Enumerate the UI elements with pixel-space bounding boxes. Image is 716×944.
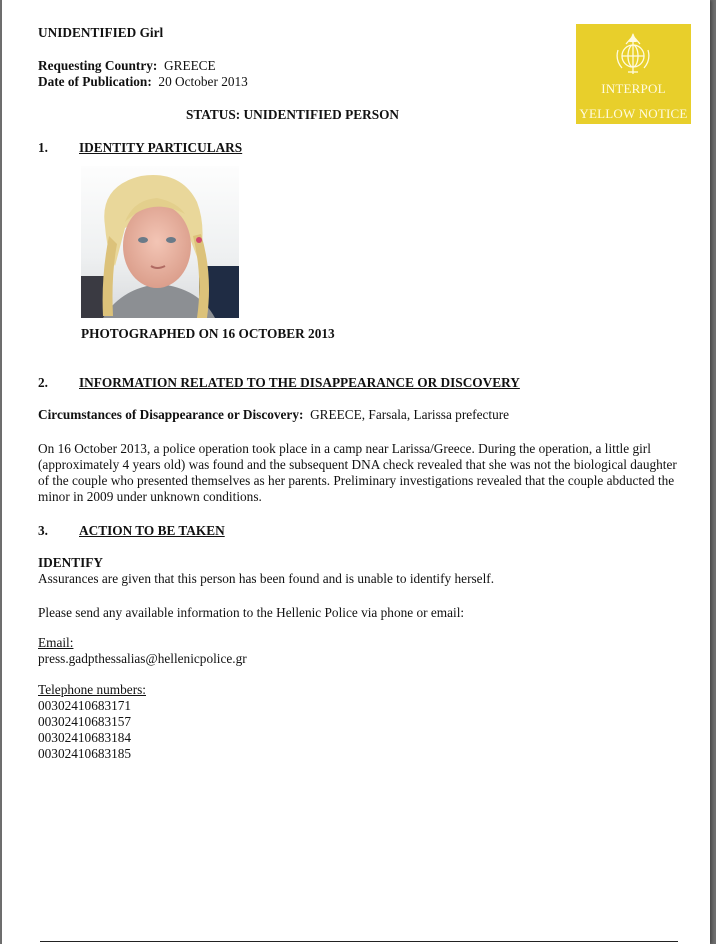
section3-number: 3. <box>38 523 48 538</box>
publication-date <box>38 74 248 90</box>
subject-photo <box>81 166 239 318</box>
telephone-number: 00302410683171 <box>38 698 132 713</box>
badge-line-yellow-notice: YELLOW NOTICE <box>579 106 688 121</box>
requesting-country-value: GREECE <box>163 58 216 73</box>
requesting-country <box>38 58 216 74</box>
publication-date-label: Date of Publication: <box>38 74 152 89</box>
telephone-label: Telephone numbers: <box>38 682 146 697</box>
telephone-number: 00302410683157 <box>38 714 132 729</box>
telephone-number: 00302410683184 <box>38 730 132 745</box>
request-text: Please send any available information to the Hellenic Police via phone or email: <box>38 605 465 620</box>
assurance-text: Assurances are given that this person has been found and is unable to identify herself. <box>38 571 495 586</box>
circumstances <box>38 407 509 423</box>
status-line: STATUS: UNIDENTIFIED PERSON <box>186 107 400 122</box>
footer-divider <box>40 941 678 942</box>
section1-number: 1. <box>38 140 48 155</box>
email-address[interactable]: press.gadpthessalias@hellenicpolice.gr <box>38 651 247 666</box>
notice-page <box>2 0 710 944</box>
section2-number: 2. <box>38 375 48 390</box>
publication-date-value: 20 October 2013 <box>158 74 248 89</box>
badge-line-interpol: INTERPOL <box>601 81 666 96</box>
interpol-yellow-notice-badge <box>576 24 691 124</box>
section2-heading: INFORMATION RELATED TO THE DISAPPEARANCE OR DISCOVERY <box>79 375 520 390</box>
photo-caption: PHOTOGRAPHED ON 16 OCTOBER 2013 <box>81 326 335 341</box>
notice-title: UNIDENTIFIED Girl <box>38 25 164 40</box>
interpol-emblem-icon <box>612 30 654 78</box>
section3-heading: ACTION TO BE TAKEN <box>79 523 225 538</box>
circumstances-label: Circumstances of Disappearance or Discovery: <box>38 407 304 422</box>
circumstances-value: GREECE, Farsala, Larissa prefecture <box>310 407 510 422</box>
requesting-country-label: Requesting Country: <box>38 58 158 73</box>
action-identify: IDENTIFY <box>38 555 104 570</box>
discovery-paragraph: On 16 October 2013, a police operation took place in a camp near Larissa/Greece. During the operation, a little girl (approximately 4 years old) was found and the subsequent DNA check revealed that she was not the biological daughter of the couple who presented themselves as her parents. Preliminary investigations revealed that the couple abducted the minor in 2009 under unknown conditions. <box>38 441 677 504</box>
telephone-number: 00302410683185 <box>38 746 132 761</box>
section1-heading: IDENTITY PARTICULARS <box>79 140 243 155</box>
email-label: Email: <box>38 635 74 650</box>
